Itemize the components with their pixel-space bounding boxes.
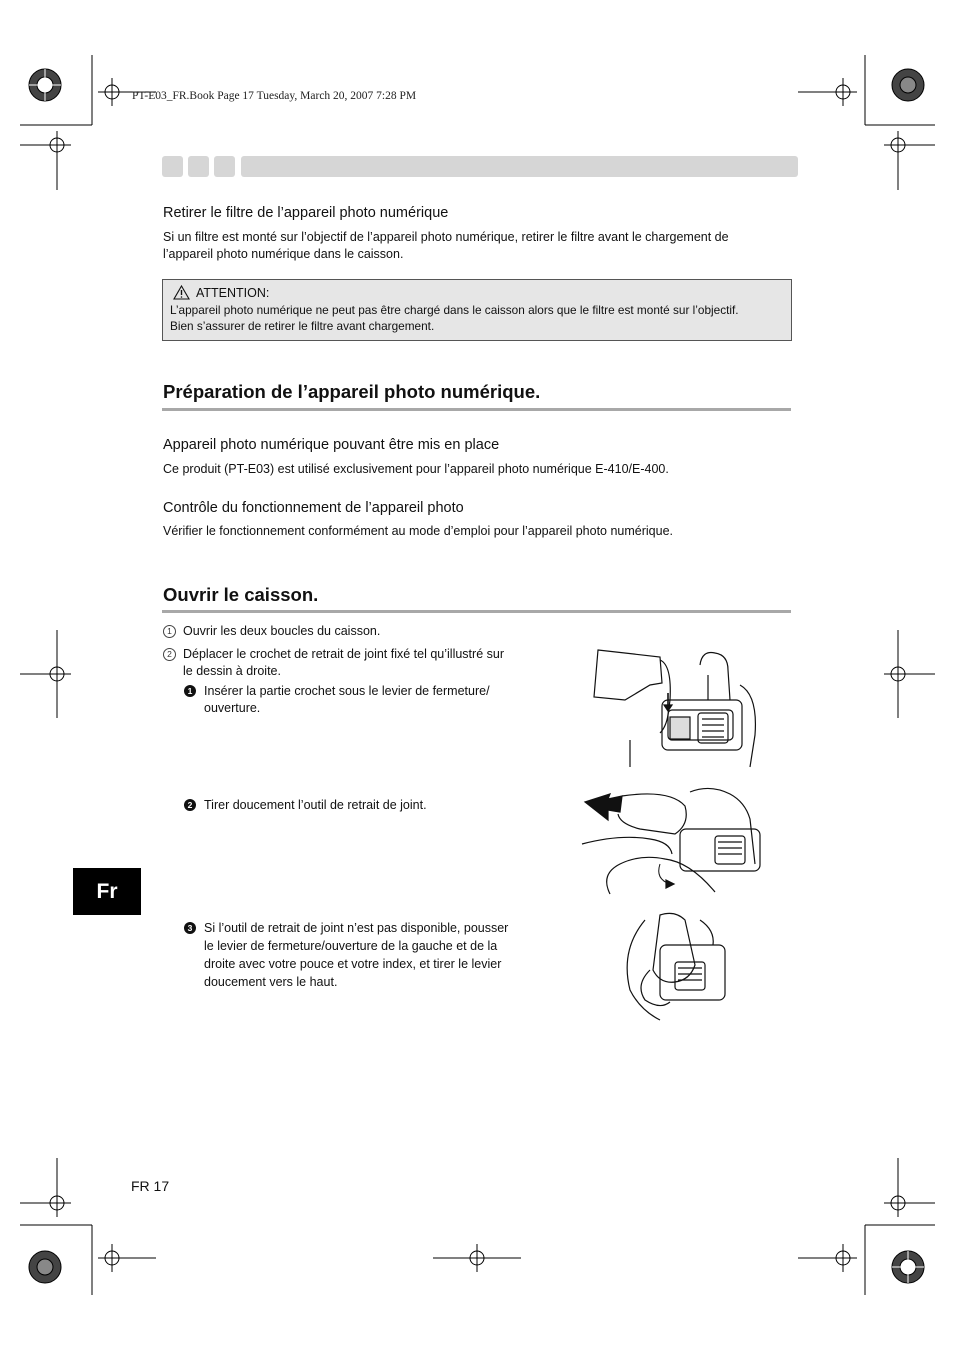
substep-2: 2 Tirer doucement l’outil de retrait de joint. [184, 797, 427, 814]
step-2: 2 Déplacer le crochet de retrait de joint fixé tel qu’illustré sur le dessin à droite. [163, 646, 504, 679]
step-number: 1 [163, 625, 176, 638]
check-heading: Contrôle du fonctionnement de l’appareil photo [163, 500, 464, 516]
finger-lift-illustration [615, 910, 730, 1022]
preparation-title: Préparation de l’appareil photo numérique. [163, 381, 541, 402]
pull-tool-illustration [580, 784, 770, 899]
hook-insert-illustration [590, 645, 770, 770]
step-number: 2 [163, 648, 176, 661]
compat-text: Ce produit (PT-E03) est utilisé exclusivement pour l’appareil photo numérique E-410/E-400. [163, 462, 669, 476]
compat-heading: Appareil photo numérique pouvant être mis en place [163, 437, 500, 453]
language-tab: Fr [73, 868, 141, 915]
substep-1: 1 Insérer la partie crochet sous le levier de fermeture/ ouverture. [184, 683, 490, 716]
substep-number: 3 [184, 922, 196, 934]
check-text: Vérifier le fonctionnement conformément au mode d’emploi pour l’appareil photo numérique. [163, 524, 674, 538]
page-number: FR 17 [131, 1178, 170, 1194]
attention-text: L’appareil photo numérique ne peut pas être chargé dans le caisson alors que le filtre est monté sur l’objectif. Bien s’assurer de retirer le filtre avant chargement. [170, 303, 739, 333]
filter-heading: Retirer le filtre de l’appareil photo numérique [163, 205, 449, 221]
section-divider [162, 408, 791, 411]
step-1: 1 Ouvrir les deux boucles du caisson. [163, 623, 380, 640]
substep-number: 1 [184, 685, 196, 697]
warning-triangle-icon [173, 285, 190, 300]
section-divider [162, 610, 791, 613]
substep-3: 3 Si l’outil de retrait de joint n’est pas disponible, pousser le levier de fermeture/ouverture de la gauche et de la droite avec votre pouce et votre index, et tirer le levier doucement vers le haut. [184, 919, 508, 991]
filter-paragraph: Si un filtre est monté sur l’objectif de l’appareil photo numérique, retirer le filtre avant le chargement de l’appareil photo numérique dans le caisson. [163, 230, 729, 261]
section-tab-bar [162, 156, 798, 177]
open-case-title: Ouvrir le caisson. [163, 584, 319, 605]
attention-title: ATTENTION: [173, 285, 269, 300]
file-info-header: PT-E03_FR.Book Page 17 Tuesday, March 20, 2007 7:28 PM [132, 90, 417, 102]
attention-box [162, 279, 792, 341]
substep-number: 2 [184, 799, 196, 811]
